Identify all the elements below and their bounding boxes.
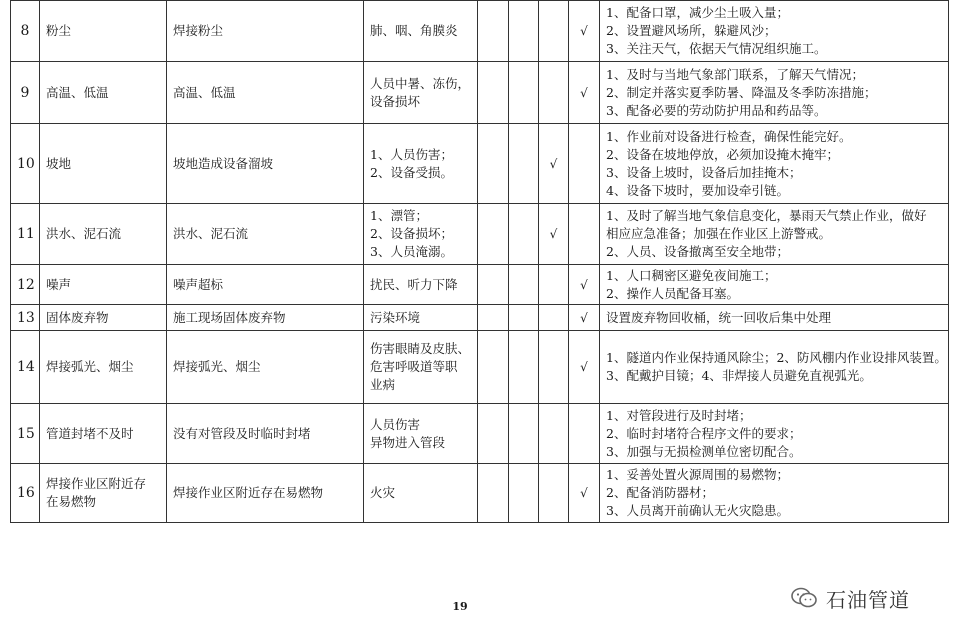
table-row [11,62,949,124]
source-cell: 焊接作业区附近存在易燃物 [167,464,364,523]
rating-cell-c [569,404,600,464]
rating-cell-b [539,331,569,404]
consequence-cell-line: 2、设备损坏； [370,226,453,241]
rating-cell [478,464,509,523]
hazard-cell: 粉尘 [40,1,167,62]
measures-cell-line: 3、加强与无损检测单位密切配合。 [606,443,802,459]
rating-cell [478,305,509,331]
hazard-cell-line: 焊接作业区附近存 [46,476,147,491]
rating-cell-c [569,124,600,204]
table-row [11,1,949,62]
measures-cell-line: 1、及时了解当地气象信息变化，暴雨天气禁止作业，做好 [606,208,927,223]
hazard-cell: 固体废弃物 [40,305,167,331]
rating-cell-b [539,1,569,62]
rating-cell-a [509,204,539,265]
measures-cell-line: 1、妥善处置火源周围的易燃物； [606,467,789,482]
row-number: 8 [11,1,40,62]
consequence-cell-line: 扰民、听力下降 [370,276,458,292]
rating-cell-b [539,464,569,523]
consequence-cell [364,62,478,124]
measures-cell-line: 1、隧道内作业保持通风除尘；2、防风棚内作业设排风装置。 [606,350,947,365]
measures-cell [600,1,949,62]
consequence-cell-line: 3、人员淹溺。 [370,244,453,259]
measures-cell [600,62,949,124]
rating-cell [478,62,509,124]
rating-cell-a [509,305,539,331]
row-number: 10 [11,124,40,204]
rating-cell-b: √ [539,124,569,204]
consequence-cell-line: 污染环境 [370,309,421,325]
measures-cell-line: 1、及时与当地气象部门联系，了解天气情况； [606,66,864,82]
measures-cell-line: 相应应急准备；加强在作业区上游警戒。 [606,226,832,241]
consequence-cell-line: 设备损坏 [370,93,421,109]
hazard-cell: 洪水、泥石流 [40,204,167,265]
rating-cell-b [539,62,569,124]
page-number: 19 [452,600,468,613]
consequence-cell-line: 肺、咽、角膜炎 [370,23,458,38]
rating-cell-b: √ [539,204,569,265]
measures-cell [600,331,949,404]
measures-cell-line: 2、临时封堵符合程序文件的要求； [606,425,802,441]
rating-cell-a [509,265,539,305]
rating-cell-a [509,331,539,404]
table-row [11,305,949,331]
measures-cell-line: 1、作业前对设备进行检查，确保性能完好。 [606,128,852,144]
rating-cell [478,265,509,305]
rating-cell-b [539,305,569,331]
hazard-cell: 高温、低温 [40,62,167,124]
table-row [11,331,949,404]
rating-cell-c: √ [569,1,600,62]
rating-cell-a [509,124,539,204]
measures-cell-line: 3、配戴护目镜；4、非焊接人员避免直视弧光。 [606,368,872,383]
hazard-cell: 管道封堵不及时 [40,404,167,464]
measures-cell [600,124,949,204]
consequence-cell-line: 人员中暑、冻伤， [370,75,471,91]
measures-cell-line: 3、关注天气，依据天气情况组织施工。 [606,41,827,56]
measures-cell-line: 1、人口稠密区避免夜间施工； [606,267,777,283]
consequence-cell [364,464,478,523]
measures-cell-line: 2、设备在坡地停放，必须加设掩木掩牢； [606,146,839,162]
measures-cell-line: 2、人员、设备撤离至安全地带； [606,244,789,259]
measures-cell-line: 1、配备口罩，减少尘土吸入量； [606,5,789,20]
rating-cell-b [539,404,569,464]
measures-cell-line: 2、设置避风场所，躲避风沙； [606,23,777,38]
rating-cell [478,204,509,265]
rating-cell-c: √ [569,265,600,305]
wechat-icon [790,586,818,610]
row-number: 16 [11,464,40,523]
rating-cell-c: √ [569,305,600,331]
source-cell: 坡地造成设备溜坡 [167,124,364,204]
measures-cell-line: 3、人员离开前确认无火灾隐患。 [606,503,789,518]
hazard-cell [40,464,167,523]
measures-cell-line: 2、制定并落实夏季防暑、降温及冬季防冻措施； [606,84,877,100]
source-cell: 高温、低温 [167,62,364,124]
consequence-cell-line: 1、漂管； [370,208,428,223]
table-row [11,124,949,204]
table-row [11,265,949,305]
watermark [790,585,910,611]
hazard-cell: 坡地 [40,124,167,204]
consequence-cell [364,204,478,265]
rating-cell-c: √ [569,62,600,124]
measures-cell-line: 3、设备上坡时，设备后加挂掩木； [606,164,802,180]
watermark-text: 石油管道 [826,587,910,612]
consequence-cell-line: 2、设备受损。 [370,164,453,180]
measures-cell [600,265,949,305]
consequence-cell [364,124,478,204]
measures-cell-line: 2、配备消防器材； [606,485,714,500]
rating-cell-a [509,1,539,62]
consequence-cell-line: 异物进入管段 [370,434,446,450]
measures-cell [600,204,949,265]
measures-cell [600,305,949,331]
consequence-cell [364,1,478,62]
consequence-cell-line: 人员伤害 [370,416,421,432]
rating-cell [478,1,509,62]
hazard-cell: 噪声 [40,265,167,305]
rating-cell [478,124,509,204]
table-row [11,464,949,523]
source-cell: 洪水、泥石流 [167,204,364,265]
rating-cell-b [539,265,569,305]
rating-cell-a [509,464,539,523]
hazard-cell-line: 在易燃物 [46,494,97,509]
consequence-cell-line: 1、人员伤害； [370,146,453,162]
rating-cell [478,404,509,464]
consequence-cell [364,265,478,305]
measures-cell-line: 2、操作人员配备耳塞。 [606,285,739,301]
source-cell: 噪声超标 [167,265,364,305]
consequence-cell [364,404,478,464]
consequence-cell-line: 火灾 [370,485,396,500]
source-cell: 焊接粉尘 [167,1,364,62]
measures-cell-line: 设置废弃物回收桶，统一回收后集中处理 [606,309,832,325]
source-cell: 施工现场固体废弃物 [167,305,364,331]
measures-cell [600,404,949,464]
consequence-cell-line: 业病 [370,377,396,392]
measures-cell [600,464,949,523]
source-cell: 没有对管段及时临时封堵 [167,404,364,464]
consequence-cell-line: 危害呼吸道等职 [370,359,458,374]
table-row [11,204,949,265]
rating-cell-c: √ [569,464,600,523]
row-number: 11 [11,204,40,265]
consequence-cell-line: 伤害眼睛及皮肤、 [370,341,471,356]
row-number: 9 [11,62,40,124]
consequence-cell [364,305,478,331]
row-number: 14 [11,331,40,404]
measures-cell-line: 4、设备下坡时，要加设牵引链。 [606,182,789,198]
risk-table-page [10,0,948,523]
rating-cell-a [509,62,539,124]
hazard-cell: 焊接弧光、烟尘 [40,331,167,404]
source-cell: 焊接弧光、烟尘 [167,331,364,404]
row-number: 13 [11,305,40,331]
measures-cell-line: 3、配备必要的劳动防护用品和药品等。 [606,102,827,118]
risk-table [10,0,949,523]
rating-cell-c: √ [569,331,600,404]
row-number: 12 [11,265,40,305]
table-row [11,404,949,464]
rating-cell [478,331,509,404]
measures-cell-line: 1、对管段进行及时封堵； [606,407,752,423]
rating-cell-c [569,204,600,265]
row-number: 15 [11,404,40,464]
rating-cell-a [509,404,539,464]
consequence-cell [364,331,478,404]
